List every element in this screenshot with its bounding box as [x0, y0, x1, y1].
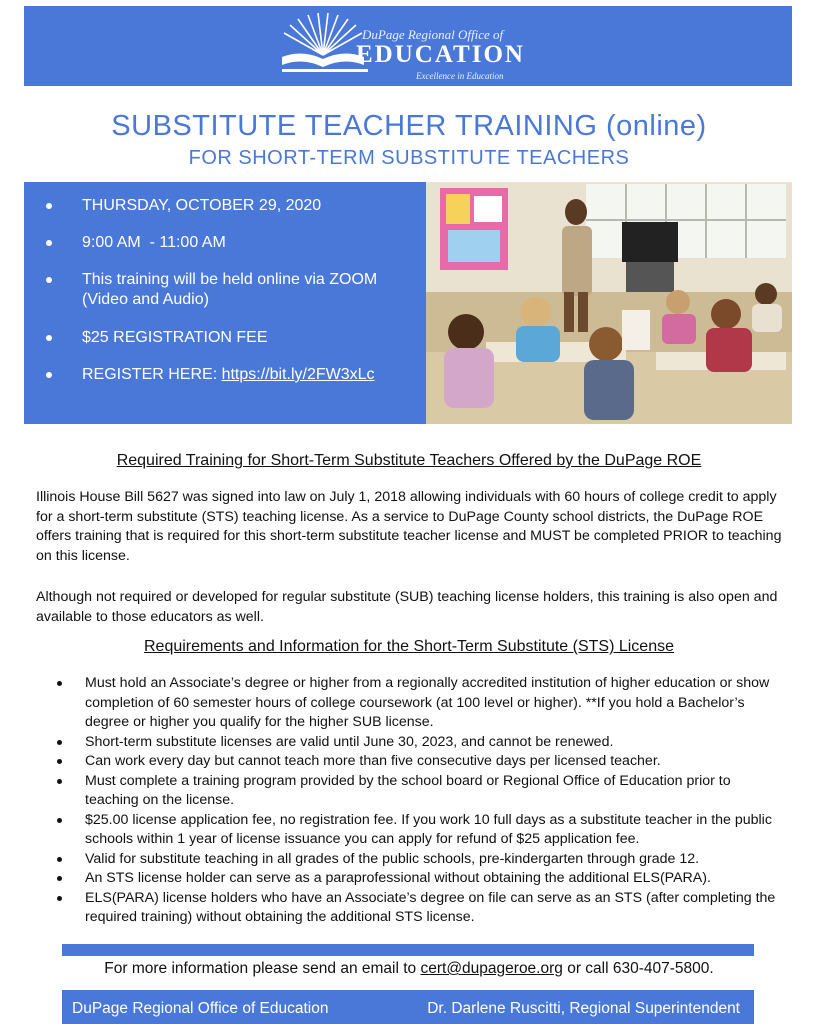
bullet-icon [46, 240, 52, 246]
contact-prefix: For more information please send an email to [104, 960, 421, 977]
list-item [36, 811, 778, 850]
logo-tagline: Excellence in Education [416, 71, 504, 81]
page-title: SUBSTITUTE TEACHER TRAINING (online) [111, 110, 707, 142]
bullet-icon [46, 372, 52, 378]
bullet-icon [57, 896, 62, 901]
footer-bar [62, 990, 754, 1024]
register-link[interactable]: https://bit.ly/2FW3xLc [221, 366, 375, 383]
logo-text-top: DuPage Regional Office of [362, 27, 504, 42]
list-item-text: Must complete a training program provided by the school board or Regional Office of Education prior to teaching on the license. [85, 772, 731, 808]
bullet-icon [46, 335, 52, 341]
list-item [36, 674, 778, 733]
header-banner [24, 6, 792, 86]
footer-superintendent: Dr. Darlene Ruscitti, Regional Superintendent [427, 1000, 740, 1017]
bullet-icon [57, 818, 62, 823]
bullet-icon [46, 203, 52, 209]
contact-line [0, 960, 818, 978]
event-online-text: This training will be held online via ZOOM (Video and Audio) [82, 271, 378, 308]
bullet-icon [57, 740, 62, 745]
bullet-icon [57, 779, 62, 784]
list-item [36, 889, 778, 928]
roe-logo [278, 11, 538, 81]
event-time-text: 9:00 AM - 11:00 AM [82, 234, 226, 251]
footer-organization: DuPage Regional Office of Education [72, 1000, 329, 1017]
requirements-list [36, 674, 778, 928]
paragraph-sub-holders: Although not required or developed for regular substitute (SUB) teaching license holders, this training is also open and available to those educators as well. [36, 589, 778, 625]
event-date [24, 196, 426, 216]
bullet-icon [57, 681, 62, 686]
section-heading-training: Required Training for Short-Term Substitute Teachers Offered by the DuPage ROE [116, 452, 702, 469]
logo-text-main: EDUCATION [356, 41, 525, 68]
paragraph-house-bill: Illinois House Bill 5627 was signed into law on July 1, 2018 allowing individuals with 60 hours of college credit to apply for a short-term substitute (STS) teaching license. As a service to DuPage County school districts, the DuPage ROE offers training that is required for this short-term substitute teacher license and MUST be completed PRIOR to teaching on this license. [36, 489, 782, 564]
contact-suffix: or call 630-407-5800. [562, 960, 714, 977]
event-online-note [24, 270, 426, 310]
list-item [36, 772, 778, 811]
list-item-text: $25.00 license application fee, no registration fee. If you work 10 full days as a substitute teacher in the public schools within 1 year of license issuance you can apply for refund of $25 application fee. [85, 811, 772, 847]
event-info-box [24, 182, 426, 424]
event-date-text: THURSDAY, OCTOBER 29, 2020 [82, 197, 322, 214]
classroom-illustration [426, 182, 792, 424]
bullet-icon [57, 876, 62, 881]
section-heading-requirements: Requirements and Information for the Short-Term Substitute (STS) License [143, 638, 674, 655]
register-label: REGISTER HERE: [82, 366, 222, 383]
event-info-list [24, 196, 426, 402]
bullet-icon [46, 277, 52, 283]
bullet-icon [57, 759, 62, 764]
page-subtitle: FOR SHORT-TERM SUBSTITUTE TEACHERS [188, 147, 630, 169]
event-register [24, 365, 426, 385]
list-item [36, 752, 778, 772]
event-fee [24, 328, 426, 348]
event-fee-text: $25 REGISTRATION FEE [82, 329, 268, 346]
divider-bar [62, 944, 754, 956]
list-item [36, 850, 778, 870]
list-item-text: ELS(PARA) license holders who have an Associate’s degree on file can serve as an STS (after completing the required training) without obtaining the additional STS license. [85, 889, 776, 925]
list-item-text: Can work every day but cannot teach more than five consecutive days per licensed teacher. [85, 753, 661, 769]
contact-email-link[interactable]: cert@dupageroe.org [420, 960, 563, 977]
bullet-icon [57, 857, 62, 862]
classroom-photo [426, 182, 792, 424]
list-item-text: Short-term substitute licenses are valid until June 30, 2023, and cannot be renewed. [85, 733, 614, 750]
list-item [36, 733, 778, 753]
list-item-text: Valid for substitute teaching in all grades of the public schools, pre-kindergarten through grade 12. [85, 850, 700, 867]
list-item [36, 869, 778, 889]
event-time [24, 233, 426, 253]
open-book-sunburst-icon [278, 11, 368, 81]
list-item-text: An STS license holder can serve as a paraprofessional without obtaining the additional ELS(PARA). [85, 870, 711, 886]
list-item-text: Must hold an Associate’s degree or higher from a regionally accredited institution of higher education or show completion of 60 semester hours of college coursework (at 100 level or higher). **If you hold a Bachelor’s degree or higher you qualify for the higher SUB license. [85, 675, 770, 730]
